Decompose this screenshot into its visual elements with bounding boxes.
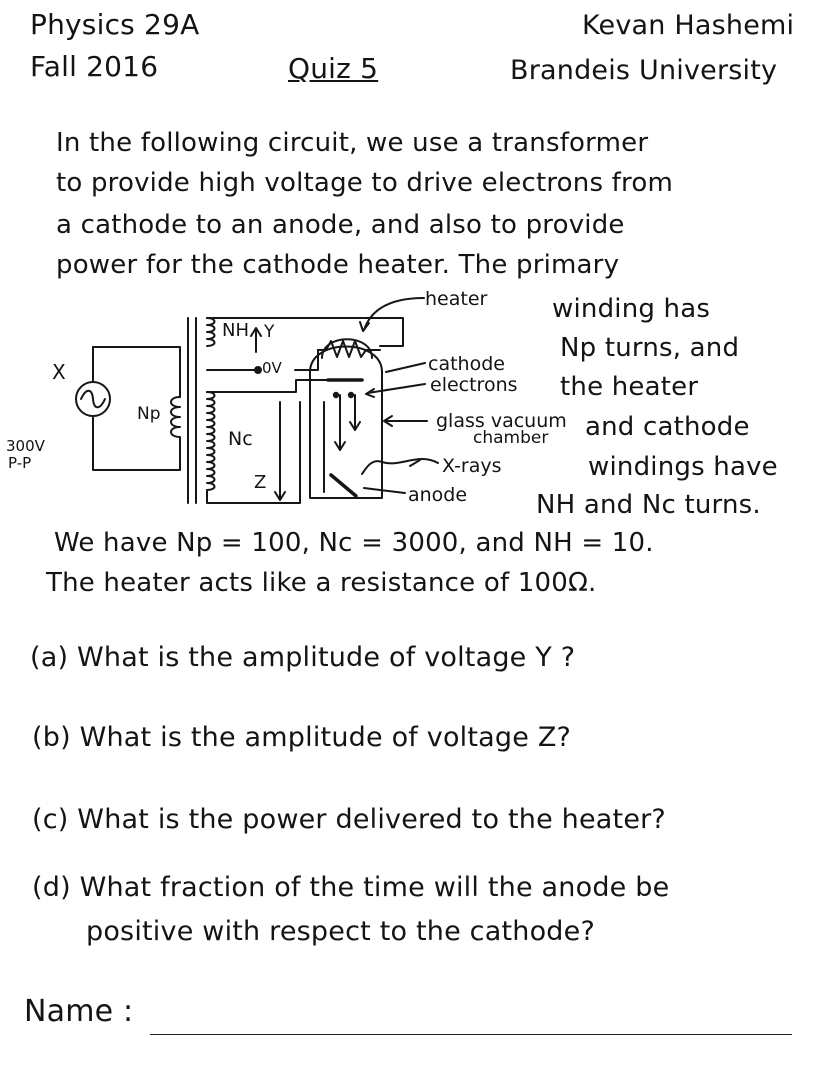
- side-line-2: Np turns, and: [560, 333, 740, 363]
- name-label: Name :: [24, 994, 134, 1029]
- quiz-title: Quiz 5: [288, 52, 379, 85]
- source-pp-label: P-P: [8, 454, 32, 472]
- heater-label: heater: [425, 288, 488, 310]
- side-line-4: and cathode: [585, 412, 750, 442]
- given-line-2: The heater acts like a resistance of 100Ω.: [46, 568, 597, 598]
- y-label: Y: [264, 322, 275, 342]
- xrays-label: X-rays: [442, 455, 502, 477]
- source-bottom-wire: [93, 416, 180, 470]
- side-line-5: windings have: [588, 452, 778, 482]
- electrons-label: electrons: [430, 374, 518, 396]
- side-line-1: winding has: [552, 294, 711, 324]
- question-c: (c) What is the power delivered to the heater?: [32, 804, 666, 835]
- electrons-pointer: [368, 384, 425, 393]
- cathode-turns-label: Nc: [228, 428, 253, 450]
- anode-label: anode: [408, 484, 468, 506]
- question-b: (b) What is the amplitude of voltage Z?: [32, 722, 572, 753]
- heater-coil: [207, 318, 215, 346]
- intro-line-4: power for the cathode heater. The primary: [56, 250, 620, 280]
- question-a: (a) What is the amplitude of voltage Y ?: [30, 642, 576, 673]
- anode-pointer: [364, 488, 405, 493]
- question-d-cont: positive with respect to the cathode?: [86, 916, 595, 947]
- name-input-line[interactable]: [150, 1034, 792, 1035]
- glass-chamber: [310, 347, 382, 499]
- sine-wave-icon: [81, 391, 105, 408]
- heater-turns-label: NH: [222, 320, 249, 341]
- chamber-label: chamber: [473, 428, 549, 448]
- source-voltage-label: 300V: [6, 437, 45, 455]
- cathode-coil: [207, 392, 215, 490]
- intro-line-1: In the following circuit, we use a transformer: [56, 128, 649, 158]
- primary-turns-label: Np: [137, 404, 161, 424]
- heater-pointer: [364, 298, 424, 330]
- cathode-label: cathode: [428, 353, 505, 375]
- anode-plate: [331, 475, 356, 496]
- z-label: Z: [254, 472, 267, 493]
- given-line-1: We have Np = 100, Nc = 3000, and NH = 10.: [54, 528, 654, 558]
- side-line-3: the heater: [560, 372, 699, 402]
- course-title: Physics 29A: [30, 8, 200, 41]
- glass-vacuum-label: glass vacuum: [436, 410, 567, 432]
- institution: Brandeis University: [510, 55, 778, 86]
- cathode-pointer: [386, 363, 425, 372]
- primary-coil: [171, 397, 180, 441]
- xray-squiggle: [362, 459, 438, 474]
- zero-volt-label: 0V: [262, 359, 282, 377]
- term: Fall 2016: [30, 50, 159, 83]
- question-d: (d) What fraction of the time will the anode be: [32, 872, 670, 903]
- intro-line-2: to provide high voltage to drive electrons from: [56, 168, 673, 198]
- source-label-x: X: [52, 360, 66, 384]
- intro-line-3: a cathode to an anode, and also to provide: [56, 210, 625, 240]
- side-line-6: NH and Nc turns.: [536, 490, 761, 520]
- author-name: Kevan Hashemi: [582, 10, 795, 41]
